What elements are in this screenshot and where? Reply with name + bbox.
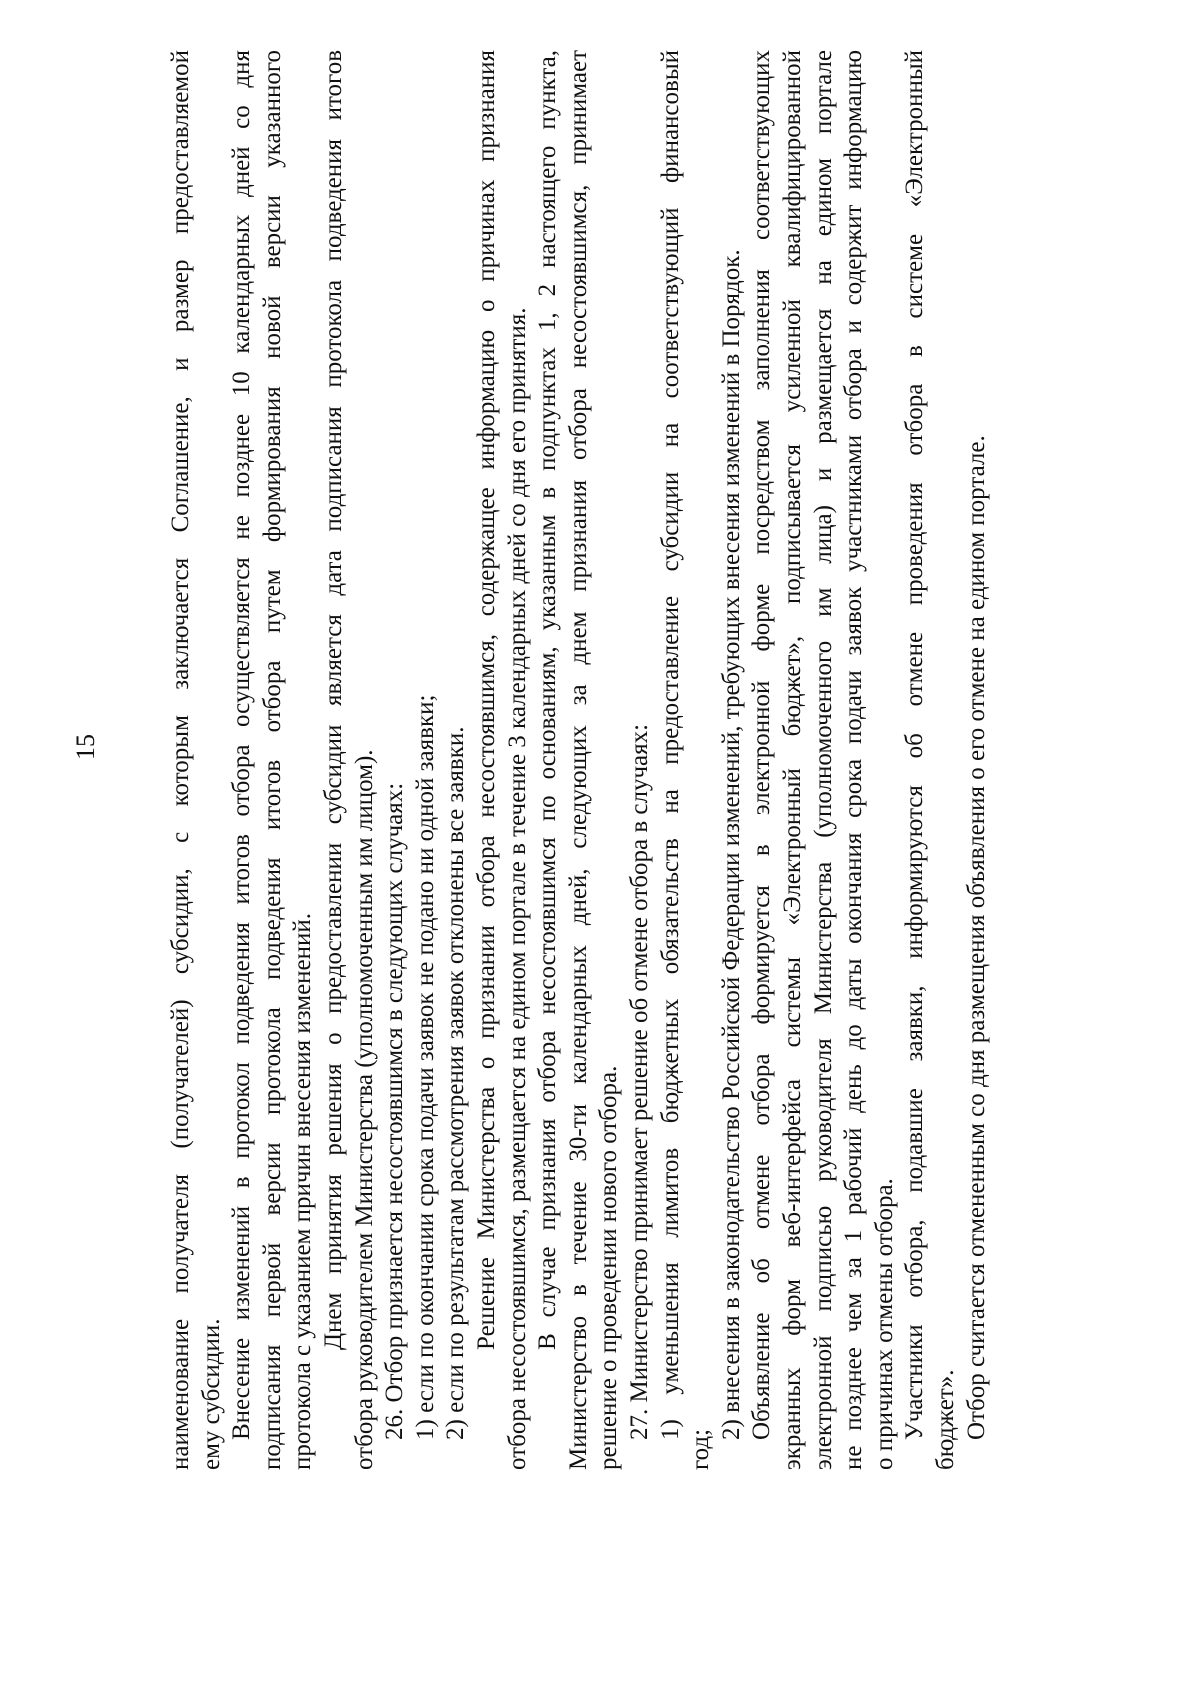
text-line: 2) внесения в законодательство Российской Федерации изменений, требующих внесения изменений в Порядок. xyxy=(717,249,745,1440)
text-line: 1) если по окончании срока подачи заявок не подано ни одной заявки; xyxy=(411,694,439,1440)
page-number: 15 xyxy=(71,734,100,760)
text-line: бюджет». xyxy=(932,1369,959,1470)
text-line: 2) если по результатам рассмотрения заявок отклонены все заявки. xyxy=(442,726,470,1440)
text-line: не позднее чем за 1 рабочий день до даты окончания срока подачи заявок участниками отбора и содержит информацию xyxy=(840,50,868,1470)
text-line: отбора руководителем Министерства (уполномоченным им лицом). xyxy=(350,749,378,1470)
text-line: Днем принятия решения о предоставлении субсидии является дата подписания протокола подведения итогов xyxy=(320,50,347,1350)
text-line: экранных форм веб-интерфейса системы «Электронный бюджет», подписывается усиленной квалифицированной xyxy=(779,50,806,1470)
text-line: отбора несостоявшимся, размещается на едином портале в течение 3 календарных дней со дня его принятия. xyxy=(503,307,531,1470)
text-line: о причинах отмены отбора. xyxy=(870,1178,898,1470)
text-line: Объявление об отмене отбора формируется в электронной форме посредством заполнения соответствующих xyxy=(748,50,776,1440)
text-line: ему субсидии. xyxy=(197,1318,225,1470)
text-line: 26. Отбор признается несостоявшимся в следующих случаях: xyxy=(381,782,409,1440)
text-line: Решение Министерства о признании отбора несостоявшимся, содержащее информацию о причинах признания xyxy=(473,50,500,1350)
text-line: Министерство в течение 30-ти календарных дней, следующих за днем признания отбора несостоявшимся, принимает xyxy=(564,50,592,1470)
text-line: Отбор считается отмененным со дня размещения объявления о его отмене на едином портале. xyxy=(962,435,990,1440)
text-line: электронной подписью руководителя Министерства (уполномоченного им лица) и размещается на едином портале xyxy=(809,50,837,1470)
text-line: Внесение изменений в протокол подведения итогов отбора осуществляется не позднее 10 календарных дней со дня xyxy=(228,50,256,1440)
text-line: подписания первой версии протокола подведения итогов отбора путем формирования новой версии указанного xyxy=(258,50,286,1470)
text-line: год; xyxy=(687,1428,715,1470)
text-line: 1) уменьшения лимитов бюджетных обязательств на предоставление субсидии на соответствующий финансовый xyxy=(656,50,684,1440)
text-line: наименование получателя (получателей) субсидии, с которым заключается Соглашение, и размер предоставляемой xyxy=(167,50,194,1470)
text-line: Участники отбора, подавшие заявки, информируются об отмене проведения отбора в системе «Электронный xyxy=(901,50,929,1440)
text-line: В случае признания отбора несостоявшимся по основаниям, указанным в подпунктах 1, 2 настоящего пункта, xyxy=(534,50,562,1350)
text-line: протокола с указанием причин внесения изменений. xyxy=(289,912,317,1470)
text-line: 27. Министерство принимает решение об отмене отбора в случаях: xyxy=(626,723,653,1440)
text-line: решение о проведении нового отбора. xyxy=(595,1065,623,1470)
